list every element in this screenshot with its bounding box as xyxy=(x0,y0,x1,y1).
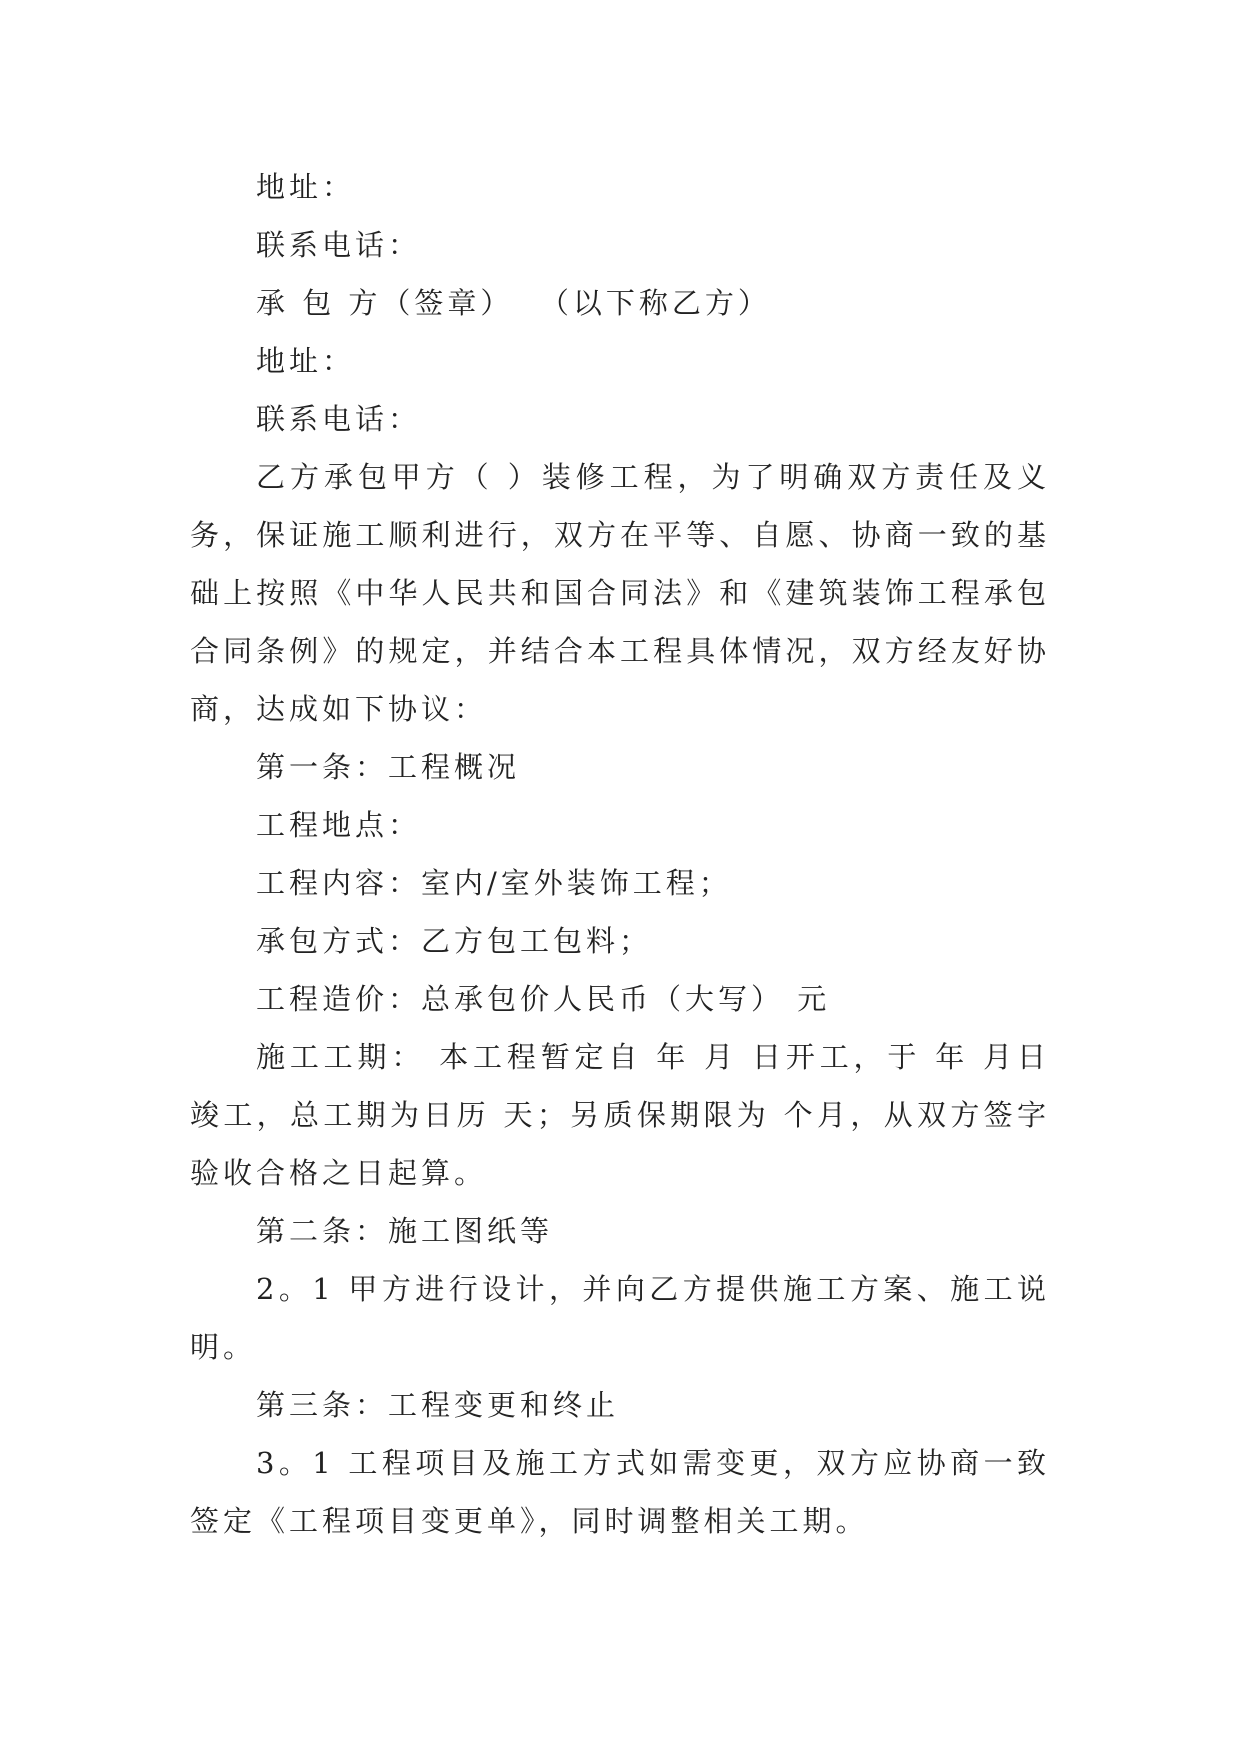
clause-2-1-paragraph: 2。1 甲方进行设计，并向乙方提供施工方案、施工说明。 xyxy=(190,1272,1050,1364)
article-2-heading: 第二条：施工图纸等 xyxy=(256,1214,554,1248)
party-b-phone-line: 联系电话： xyxy=(256,402,422,436)
contractor-heading: 承 包 方（签章） （以下称乙方） xyxy=(256,286,771,320)
party-a-address-line: 地址： xyxy=(256,170,356,204)
article-1-heading: 第一条：工程概况 xyxy=(256,750,521,784)
article-3-heading: 第三条：工程变更和终止 xyxy=(256,1388,620,1422)
party-b-address-line: 地址： xyxy=(256,344,356,378)
project-content-line: 工程内容：室内/室外装饰工程； xyxy=(256,866,732,900)
party-a-phone-line: 联系电话： xyxy=(256,228,422,262)
clause-3-1-paragraph: 3。1 工程项目及施工方式如需变更，双方应协商一致签定《工程项目变更单》，同时调整相关工期。 xyxy=(190,1446,1050,1538)
project-location-line: 工程地点： xyxy=(256,808,422,842)
project-cost-line: 工程造价：总承包价人民币（大写） 元 xyxy=(256,982,831,1016)
preamble-paragraph: 乙方承包甲方（ ）装修工程，为了明确双方责任及义务，保证施工顺利进行，双方在平等、自愿、协商一致的基础上按照《中华人民共和国合同法》和《建筑装饰工程承包合同条例》的规定，并结合本工程具体情况，双方经友好协商，达成如下协议： xyxy=(190,460,1050,726)
construction-period-paragraph: 施工工期： 本工程暂定自 年 月 日开工，于 年 月日竣工，总工期为日历 天；另质保期限为 个月，从双方签字验收合格之日起算。 xyxy=(190,1040,1050,1190)
contract-method-line: 承包方式：乙方包工包料； xyxy=(256,924,653,958)
document-body xyxy=(190,158,1050,1550)
